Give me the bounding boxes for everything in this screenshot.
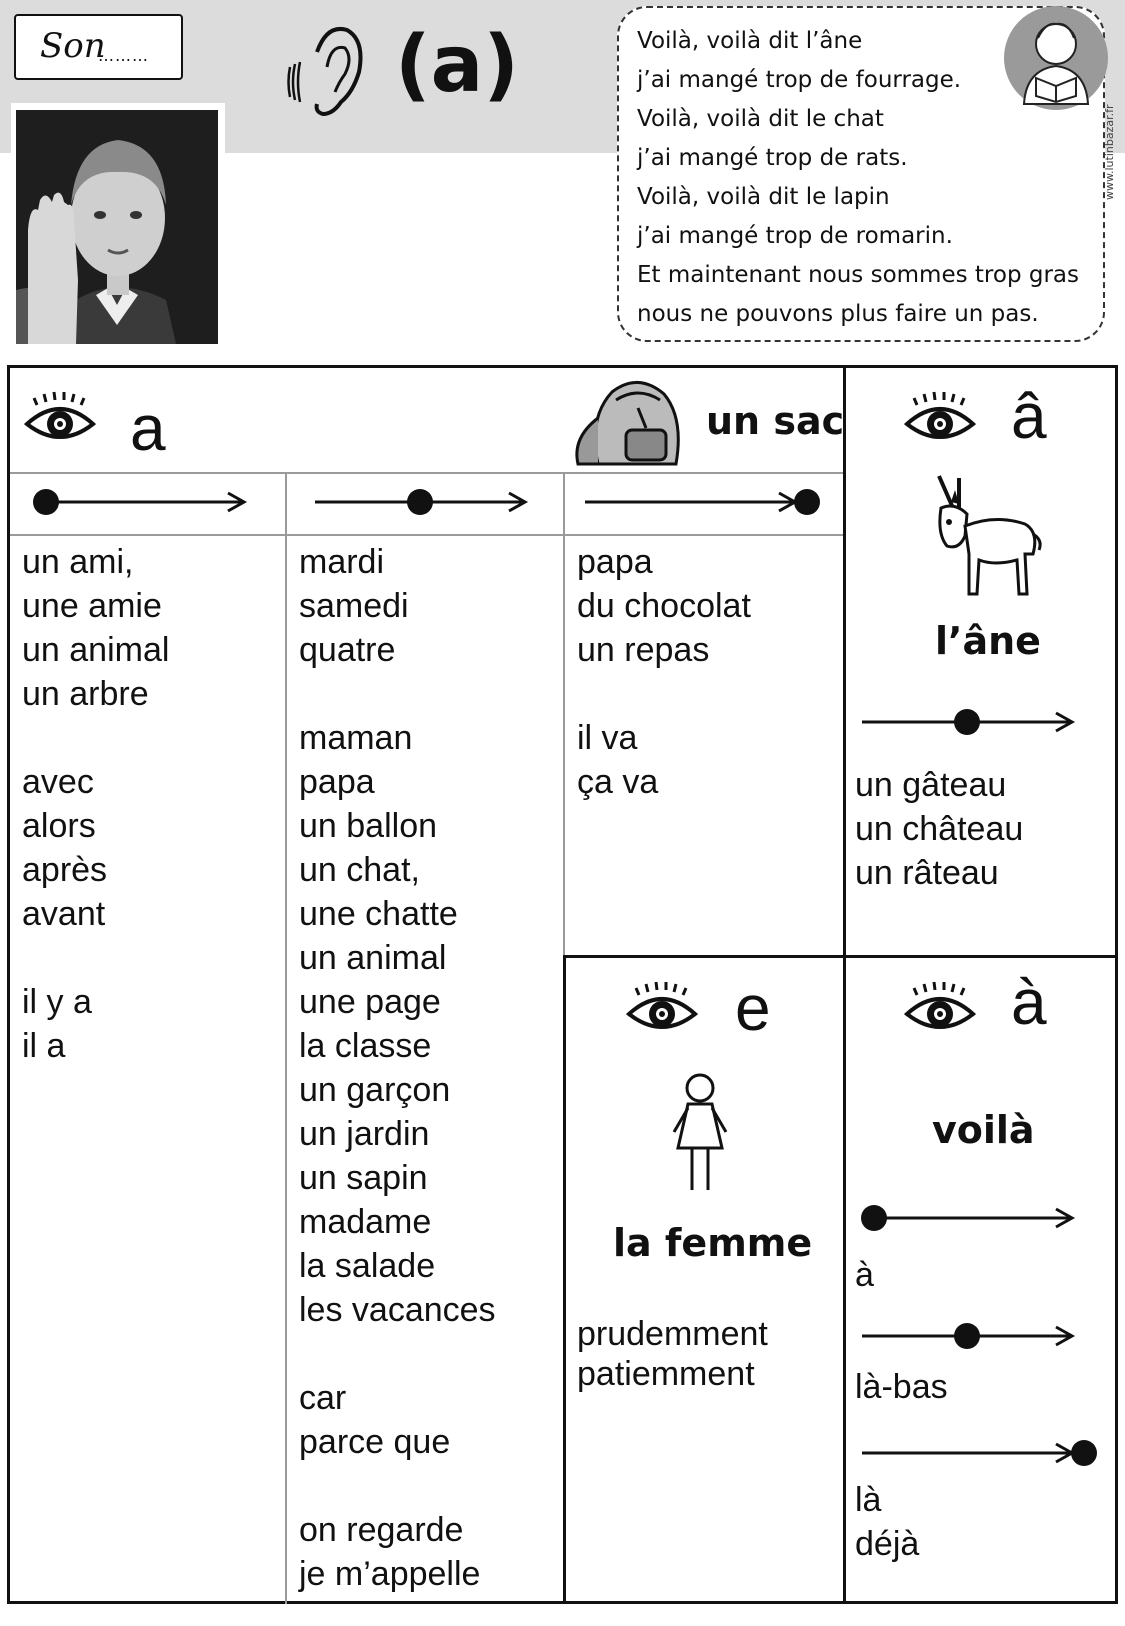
word-item: mardi — [299, 543, 385, 581]
word-item: un animal — [22, 631, 170, 669]
reading-child-icon — [1002, 4, 1110, 116]
word-item: un château — [855, 810, 1024, 848]
word-item: il a — [22, 1027, 66, 1065]
word-item: déjà — [855, 1525, 920, 1563]
word-item — [299, 1332, 496, 1376]
word-list-e — [577, 1314, 768, 1394]
word-item — [577, 672, 751, 716]
word-item — [299, 672, 496, 716]
word-item: un garçon — [299, 1071, 451, 1109]
poem-line: j’ai mangé trop de romarin. — [637, 223, 953, 249]
word-item: la classe — [299, 1027, 432, 1065]
word-item: avant — [22, 895, 106, 933]
word-item — [299, 1464, 496, 1508]
word-item: on regarde — [299, 1511, 464, 1549]
section-e-example: la femme — [613, 1221, 813, 1265]
word-item: un sapin — [299, 1159, 428, 1197]
word-item: un animal — [299, 939, 447, 977]
word-item: un ami, — [22, 543, 134, 581]
word-list-a-start — [22, 540, 169, 1068]
word-item: une amie — [22, 587, 162, 625]
son-blank: ……… — [98, 46, 149, 65]
word-list-a-grave-middle — [855, 1365, 948, 1409]
word-item: un ballon — [299, 807, 438, 845]
word-list-a-end — [577, 540, 751, 804]
word-item: une chatte — [299, 895, 458, 933]
section-a-circ-letter: â — [1011, 380, 1047, 452]
word-item: madame — [299, 1203, 432, 1241]
poem-line: Voilà, voilà dit le lapin — [637, 184, 890, 210]
poem-line: Et maintenant nous sommes trop gras — [637, 262, 1079, 288]
word-item: du chocolat — [577, 587, 751, 625]
section-a-grave-example: voilà — [932, 1108, 1035, 1152]
poem-line: nous ne pouvons plus faire un pas. — [637, 301, 1039, 327]
word-list-a-grave-end — [855, 1478, 919, 1566]
word-item: papa — [577, 543, 653, 581]
eye-icon — [904, 390, 976, 450]
divider — [563, 473, 565, 957]
woman-icon — [668, 1070, 732, 1202]
section-a-circ-example: l’âne — [935, 619, 1041, 663]
eye-icon — [626, 980, 698, 1040]
eye-icon — [904, 980, 976, 1040]
eye-icon — [24, 390, 96, 450]
section-a-example: un sac — [706, 399, 845, 443]
word-item: là-bas — [855, 1368, 948, 1406]
word-item: parce que — [299, 1423, 451, 1461]
word-item: quatre — [299, 631, 396, 669]
word-item: un arbre — [22, 675, 149, 713]
sound-title: (a) — [395, 20, 519, 110]
backpack-icon — [568, 378, 686, 472]
position-start-arrow — [32, 487, 252, 521]
position-end-arrow — [860, 1438, 1100, 1472]
word-item: un chat, — [299, 851, 420, 889]
position-middle-arrow — [860, 1321, 1080, 1355]
word-item: prudemment — [577, 1315, 768, 1353]
word-item — [22, 716, 169, 760]
word-item: papa — [299, 763, 375, 801]
word-item: maman — [299, 719, 413, 757]
word-item: un repas — [577, 631, 710, 669]
poem-line: j’ai mangé trop de rats. — [637, 145, 908, 171]
word-item: je m’appelle — [299, 1555, 481, 1593]
word-item: il va — [577, 719, 638, 757]
word-item: un jardin — [299, 1115, 430, 1153]
word-item: les vacances — [299, 1291, 496, 1329]
word-item: la salade — [299, 1247, 436, 1285]
divider — [10, 534, 843, 536]
credit-text: www.lutinbazar.fr — [1103, 104, 1116, 200]
word-item: samedi — [299, 587, 409, 625]
section-e-letter: e — [735, 972, 771, 1044]
divider — [843, 365, 846, 1604]
word-item: ça va — [577, 763, 659, 801]
word-item: car — [299, 1379, 347, 1417]
word-item: il y a — [22, 983, 92, 1021]
position-end-arrow — [583, 487, 823, 521]
position-start-arrow — [860, 1203, 1080, 1237]
word-list-a-grave-start — [855, 1253, 874, 1297]
word-item: à — [855, 1256, 874, 1294]
child-photo — [16, 110, 218, 344]
word-item: une page — [299, 983, 441, 1021]
divider — [563, 955, 1118, 958]
word-item: patiemment — [577, 1355, 755, 1393]
word-item: avec — [22, 763, 94, 801]
divider — [563, 957, 566, 1604]
word-item: un râteau — [855, 854, 999, 892]
son-label: Son — [40, 26, 106, 66]
section-a-grave-letter: à — [1011, 966, 1047, 1038]
ear-icon — [287, 22, 367, 126]
poem-line: Voilà, voilà dit l’âne — [637, 28, 863, 54]
divider — [285, 473, 287, 1604]
divider — [10, 472, 843, 474]
word-list-a-circ — [855, 763, 1023, 895]
section-a-letter: a — [130, 392, 166, 464]
position-middle-arrow — [860, 707, 1080, 741]
word-list-a-middle — [299, 540, 496, 1596]
word-item: là — [855, 1481, 882, 1519]
word-item: alors — [22, 807, 96, 845]
word-item: un gâteau — [855, 766, 1007, 804]
word-item — [22, 936, 169, 980]
position-middle-arrow — [313, 487, 533, 521]
son-label-box — [14, 14, 183, 80]
word-item: après — [22, 851, 108, 889]
donkey-icon — [925, 474, 1043, 606]
poem-line: Voilà, voilà dit le chat — [637, 106, 884, 132]
poem-line: j’ai mangé trop de fourrage. — [637, 67, 962, 93]
